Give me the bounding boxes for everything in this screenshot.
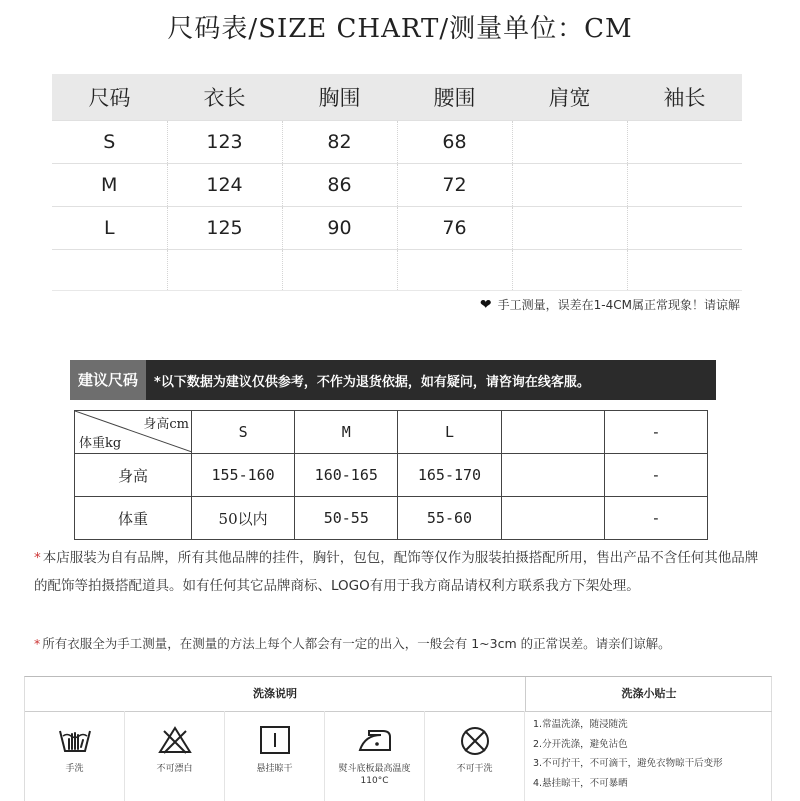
- table-row: [75, 411, 708, 454]
- corner-bottom-label: 体重kg: [79, 436, 122, 451]
- table-cell: [627, 121, 742, 164]
- table-cell: 55-60: [398, 497, 501, 540]
- list-item: 4.悬挂晾干，不可暴晒: [533, 777, 628, 789]
- table-cell: 50以内: [192, 497, 295, 540]
- corner-cell: [75, 411, 192, 454]
- table-cell: [512, 121, 627, 164]
- list-item: 2.分开洗涤，避免沾色: [533, 738, 628, 750]
- table-cell: 90: [282, 207, 397, 250]
- measure-note: [480, 296, 740, 313]
- table-row: [75, 497, 708, 540]
- table-cell: 72: [397, 164, 512, 207]
- iron-icon: [357, 725, 393, 755]
- table-cell: [501, 411, 604, 454]
- table-cell: 124: [167, 164, 282, 207]
- list-item: 1.常温洗涤，随浸随洗: [533, 719, 628, 730]
- size-chart-table: [52, 74, 742, 291]
- table-row: [52, 121, 742, 164]
- header-bust: 胸围: [282, 74, 397, 121]
- care-label: 手洗: [65, 764, 84, 774]
- table-cell: [512, 164, 627, 207]
- star-mark: *: [34, 550, 41, 566]
- recommend-banner: [70, 360, 716, 400]
- row-label-weight: 体重: [75, 497, 192, 540]
- table-cell: [397, 250, 512, 291]
- care-tips-list: [533, 715, 769, 793]
- table-cell: 50-55: [295, 497, 398, 540]
- table-cell: [167, 250, 282, 291]
- table-row: [52, 207, 742, 250]
- table-cell: [627, 250, 742, 291]
- no-dry-clean-icon: [458, 725, 492, 757]
- table-cell: [512, 250, 627, 291]
- table-cell: [512, 207, 627, 250]
- recommend-table: [74, 410, 708, 540]
- table-cell: 125: [167, 207, 282, 250]
- table-cell: -: [604, 454, 707, 497]
- care-tips-title: 洗涤小贴士: [525, 677, 772, 712]
- care-label: 不可干洗: [456, 764, 493, 774]
- care-icons-row: [25, 711, 525, 801]
- care-item: [225, 711, 325, 801]
- table-cell: 76: [397, 207, 512, 250]
- care-title: 洗涤说明: [25, 677, 525, 712]
- table-cell: M: [295, 411, 398, 454]
- table-cell: L: [398, 411, 501, 454]
- table-cell: [501, 497, 604, 540]
- row-label-height: 身高: [75, 454, 192, 497]
- care-item: [325, 711, 425, 801]
- table-cell: 160-165: [295, 454, 398, 497]
- table-row: [75, 454, 708, 497]
- hang-dry-icon: [258, 725, 292, 755]
- header-size: 尺码: [52, 74, 167, 121]
- brand-disclaimer-text: 本店服装为自有品牌，所有其他品牌的挂件，胸针，包包，配饰等仅作为服装拍摄搭配所用，售出产品不含任何其他品牌的配饰等拍摄搭配道具。如有任何其它品牌商标、LOGO有用于我方商品请权利方联系我方下架处理。: [34, 550, 759, 594]
- no-bleach-icon: [158, 725, 192, 755]
- header-length: 衣长: [167, 74, 282, 121]
- measurement-disclaimer: [34, 630, 764, 658]
- table-cell: 68: [397, 121, 512, 164]
- header-waist: 腰围: [397, 74, 512, 121]
- table-cell: S: [52, 121, 167, 164]
- table-cell: 155-160: [192, 454, 295, 497]
- care-item: [425, 711, 525, 801]
- table-cell: [501, 454, 604, 497]
- table-cell: 123: [167, 121, 282, 164]
- hand-wash-icon: [58, 725, 92, 755]
- recommend-notice: *以下数据为建议仅供参考，不作为退货依据，如有疑问，请咨询在线客服。: [154, 374, 590, 390]
- table-cell: [282, 250, 397, 291]
- measure-note-text: 手工测量，误差在1-4CM属正常现象！请谅解: [497, 298, 740, 312]
- corner-top-label: 身高cm: [143, 417, 189, 432]
- table-cell: 86: [282, 164, 397, 207]
- table-cell: [627, 207, 742, 250]
- table-cell: L: [52, 207, 167, 250]
- table-cell: [52, 250, 167, 291]
- table-cell: -: [604, 497, 707, 540]
- care-item: [125, 711, 225, 801]
- care-label: 熨斗底板最高温度110°C: [338, 764, 411, 786]
- page-title: 尺码表/SIZE CHART/测量单位：CM: [167, 14, 633, 44]
- list-item: 3.不可拧干，不可滴干，避免衣物晾干后变形: [533, 758, 723, 769]
- care-label: 不可漂白: [156, 764, 193, 774]
- care-item: [25, 711, 125, 801]
- table-row: [52, 164, 742, 207]
- measurement-disclaimer-text: 所有衣服全为手工测量，在测量的方法上每个人都会有一定的出入，一般会有 1~3cm 的正常误差。请亲们谅解。: [42, 636, 671, 651]
- size-chart-header-row: [52, 74, 742, 121]
- table-cell: 82: [282, 121, 397, 164]
- header-sleeve: 袖长: [627, 74, 742, 121]
- brand-disclaimer: [34, 544, 764, 600]
- table-cell: -: [604, 411, 707, 454]
- heart-icon: ❤: [479, 296, 492, 313]
- care-section: [24, 676, 772, 801]
- table-row: [52, 250, 742, 291]
- care-label: 悬挂晾干: [256, 764, 293, 774]
- recommend-label: 建议尺码: [70, 360, 146, 400]
- table-cell: 165-170: [398, 454, 501, 497]
- star-mark: *: [34, 636, 41, 651]
- header-shoulder: 肩宽: [512, 74, 627, 121]
- table-cell: [627, 164, 742, 207]
- table-cell: S: [192, 411, 295, 454]
- table-cell: M: [52, 164, 167, 207]
